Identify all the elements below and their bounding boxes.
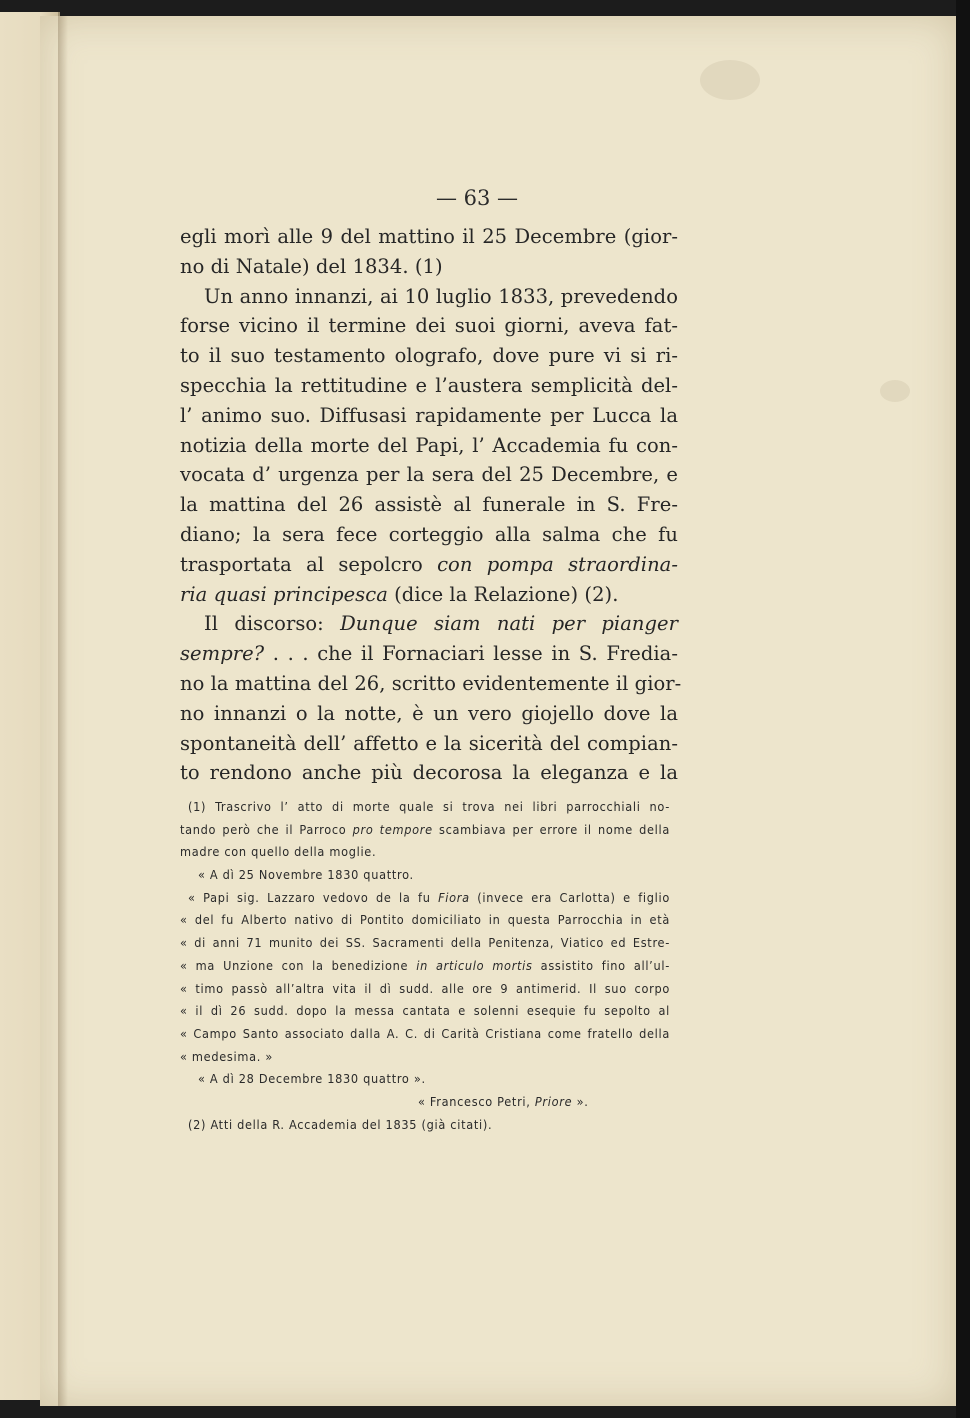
page-gutter-shadow	[58, 16, 68, 1406]
text-line: forse vicino il termine dei suoi giorni, aveva fat-	[180, 314, 678, 338]
text-line: no la mattina del 26, scritto evidentemente il gior-	[180, 671, 682, 695]
main-text	[180, 222, 682, 788]
footnote-line	[180, 955, 670, 978]
text-line: to rendono anche più decorosa la eleganza e la	[180, 761, 678, 785]
text-run: ».	[572, 1093, 589, 1109]
text-run: . . . che il Fornaciari lesse in S. Fredia-	[264, 642, 678, 666]
footnote-line: « medesima. »	[180, 1048, 273, 1064]
text-line: diano; la sera fece corteggio alla salma che fu	[180, 522, 678, 546]
page-number: — 63 —	[435, 186, 519, 210]
footnote-line: « del fu Alberto nativo di Pontito domiciliato in questa Parrocchia in età	[180, 912, 670, 928]
text-line: egli morì alle 9 del mattino il 25 Decembre (gior-	[180, 225, 678, 248]
text-line	[180, 609, 678, 639]
footnotes	[180, 796, 670, 1136]
italic-run: con pompa straordina-	[437, 552, 678, 576]
text-run: scambiava per errore il nome della	[432, 821, 670, 837]
italic-run: ria quasi principesca	[180, 582, 388, 606]
text-run: trasportata al sepolcro	[180, 552, 438, 576]
text-line: specchia la rettitudine e l’austera semplicità del-	[180, 373, 678, 397]
text-run: (dice la Relazione) (2).	[387, 582, 619, 606]
italic-run: Fiora	[438, 889, 470, 905]
italic-run: sempre?	[180, 642, 265, 666]
text-run: « Papi sig. Lazzaro vedovo de la fu	[188, 889, 439, 905]
text-line	[180, 639, 678, 669]
text-line: Un anno innanzi, ai 10 luglio 1833, prevedendo	[204, 284, 678, 308]
footnote-line: « timo passò all’altra vita il dì sudd. alle ore 9 antimerid. Il suo corpo	[180, 980, 670, 996]
scan-border	[956, 0, 970, 1418]
text-line: la mattina del 26 assistè al funerale in S. Fre-	[180, 493, 678, 517]
footnote-signature	[180, 1091, 670, 1114]
paper-stain	[700, 60, 760, 100]
text-line: no innanzi o la notte, è un vero giojello dove la	[180, 701, 678, 725]
paper-stain	[880, 380, 910, 402]
footnote-line: (1) Trascrivo l’ atto di morte quale si trova nei libri parrocchiali no-	[188, 799, 670, 814]
text-run: tando però che il Parroco	[180, 821, 353, 837]
footnote-line: « A dì 28 Decembre 1830 quattro ».	[198, 1071, 426, 1087]
text-line	[180, 550, 678, 580]
footnote-line	[180, 819, 670, 842]
text-run: Il discorso:	[204, 612, 341, 636]
footnote-line: (2) Atti della R. Accademia del 1835 (già citati).	[188, 1116, 493, 1132]
italic-run: in articulo mortis	[416, 957, 533, 973]
text-run: assistito fino all’ul-	[532, 957, 670, 973]
text-run: « Francesco Petri,	[418, 1093, 535, 1109]
text-line: notizia della morte del Papi, l’ Accademia fu con-	[180, 433, 678, 457]
footnote-line: « di anni 71 munito dei SS. Sacramenti della Penitenza, Viatico ed Estre-	[180, 935, 670, 951]
text-line: spontaneità dell’ affetto e la sicerità del compian-	[180, 731, 678, 755]
footnote-line: « Campo Santo associato dalla A. C. di Carità Cristiana come fratello della	[180, 1025, 670, 1041]
footnote-line: « il dì 26 sudd. dopo la messa cantata e solenni esequie fu sepolto al	[180, 1003, 670, 1019]
italic-run: Priore	[534, 1093, 573, 1109]
text-run: « ma Unzione con la benedizione	[180, 957, 417, 973]
footnote-line: madre con quello della moglie.	[180, 844, 377, 860]
text-line: no di Natale) del 1834. (1)	[180, 254, 443, 278]
footnote-line	[180, 887, 670, 910]
text-line: l’ animo suo. Diffusasi rapidamente per Lucca la	[180, 403, 678, 427]
italic-run: Dunque siam nati per pianger	[340, 612, 678, 636]
text-run: (invece era Carlotta) e figlio	[469, 889, 670, 905]
text-line	[180, 580, 678, 610]
text-line: to il suo testamento olografo, dove pure vi si ri-	[180, 344, 678, 368]
footnote-line: « A dì 25 Novembre 1830 quattro.	[198, 867, 414, 883]
text-line: vocata d’ urgenza per la sera del 25 Decembre, e	[180, 463, 678, 487]
italic-run: pro tempore	[352, 821, 433, 837]
